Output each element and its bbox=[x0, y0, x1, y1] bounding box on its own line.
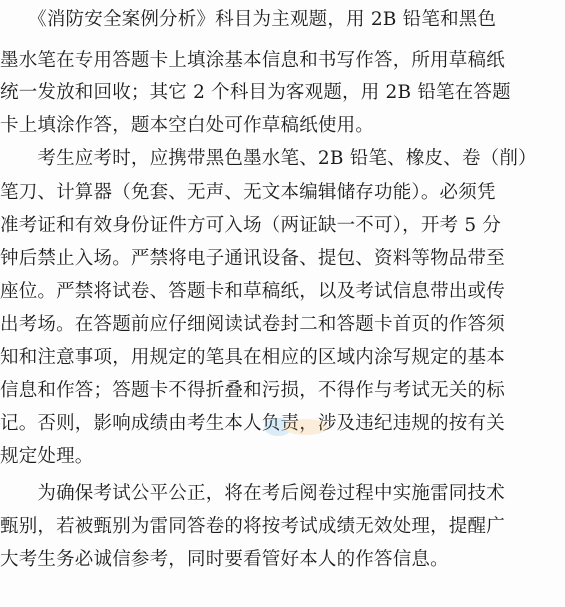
text-line: 信息和作答；答题卡不得折叠和污损，不得作与考试无关的标 bbox=[0, 380, 505, 401]
text-line: 为确保考试公平公正，将在考后阅卷过程中实施雷同技术 bbox=[0, 483, 505, 504]
text-line: 知和注意事项，用规定的笔具在相应的区域内涂写规定的基本 bbox=[0, 347, 505, 368]
text-line: 甄别，若被甄别为雷同答卷的将按考试成绩无效处理，提醒广 bbox=[0, 516, 505, 537]
text-line: 统一发放和回收；其它 2 个科目为客观题，用 2B 铅笔在答题 bbox=[0, 82, 511, 103]
text-line: 笔刀、计算器（免套、无声、无文本编辑储存功能）。必须凭 bbox=[0, 182, 496, 203]
text-line: 大考生务必诚信参考，同时要看管好本人的作答信息。 bbox=[0, 549, 449, 570]
text-line: 座位。严禁将试卷、答题卡和草稿纸，以及考试信息带出或传 bbox=[0, 281, 505, 302]
text-line: 准考证和有效身份证件方可入场（两证缺一不可），开考 5 分 bbox=[0, 215, 502, 236]
text-line: 规定处理。 bbox=[0, 446, 94, 467]
text-line: 考生应考时，应携带黑色墨水笔、2B 铅笔、橡皮、卷（削） bbox=[0, 148, 537, 169]
text-line: 钟后禁止入场。严禁将电子通讯设备、提包、资料等物品带至 bbox=[0, 248, 505, 269]
text-line: 《消防安全案例分析》科目为主观题，用 2B 铅笔和黑色 bbox=[0, 9, 497, 30]
text-line: 出考场。在答题前应仔细阅读试卷封二和答题卡首页的作答须 bbox=[0, 314, 505, 335]
text-line: 记。否则，影响成绩由考生本人负责，涉及违纪违规的按有关 bbox=[0, 413, 505, 434]
text-line: 墨水笔在专用答题卡上填涂基本信息和书写作答，所用草稿纸 bbox=[0, 50, 505, 71]
text-line: 卡上填涂作答，题本空白处可作草稿纸使用。 bbox=[0, 115, 375, 136]
